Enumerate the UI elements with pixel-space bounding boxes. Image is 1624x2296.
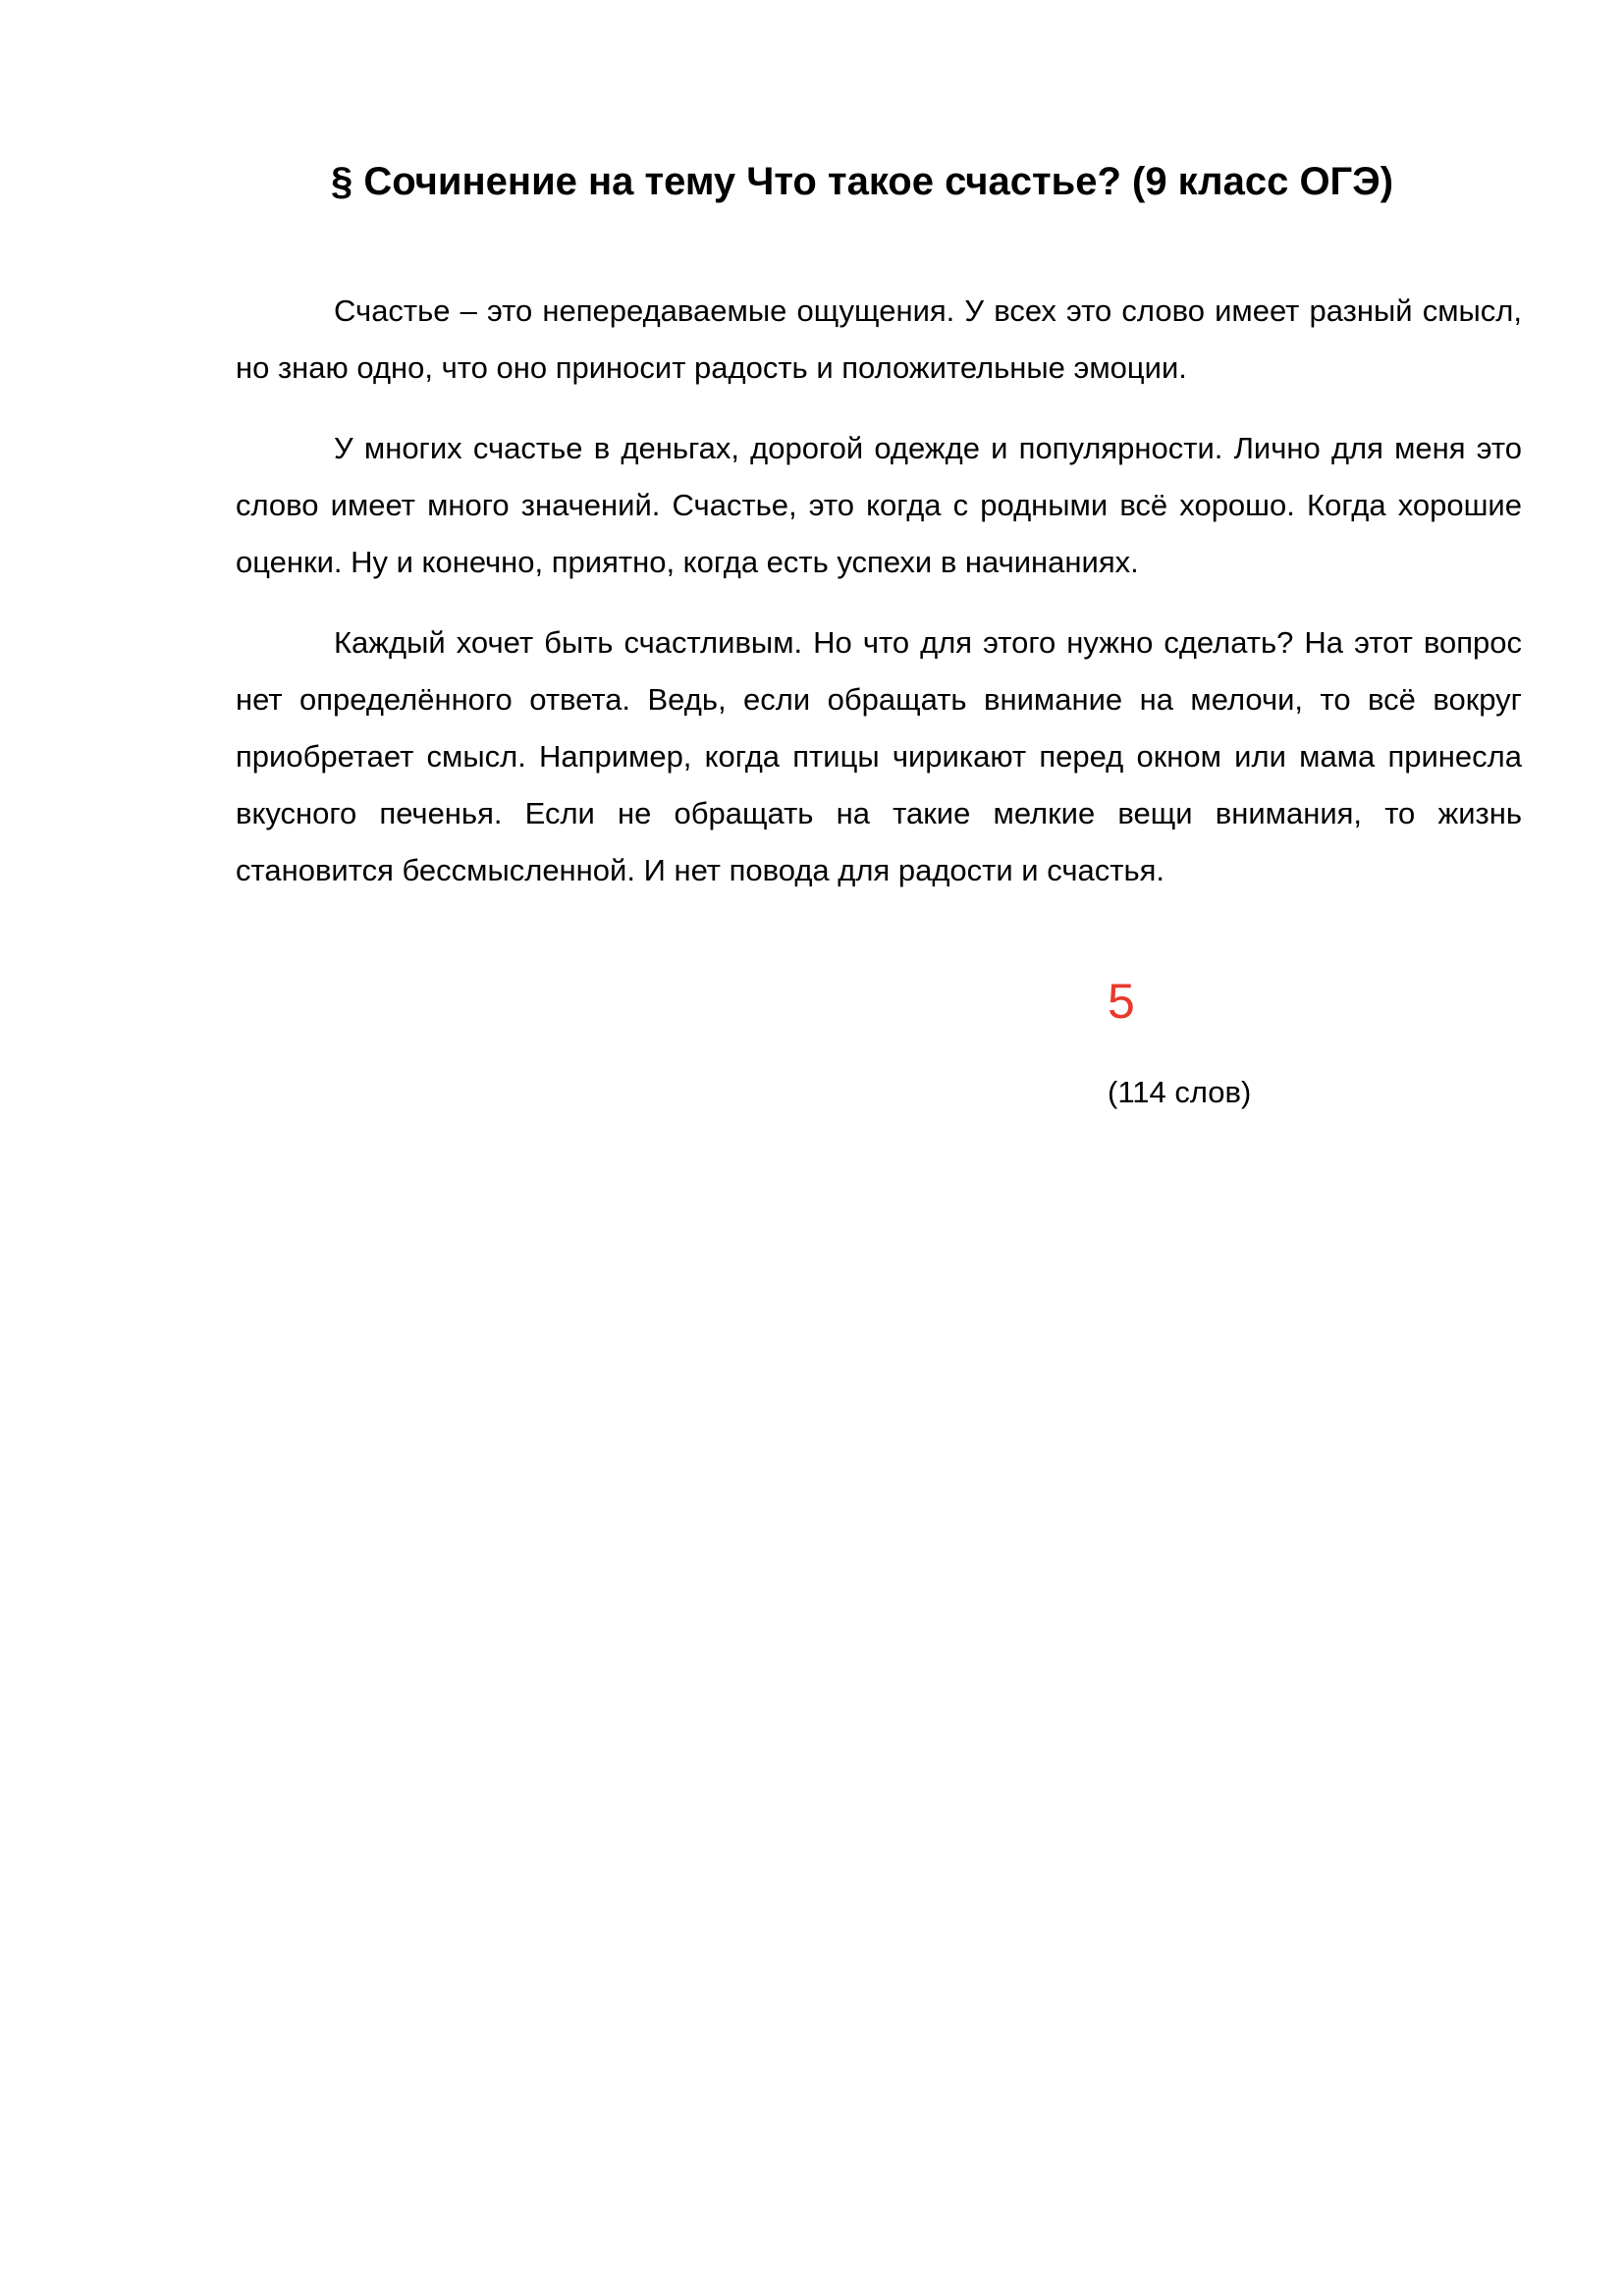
essay-title: § Сочинение на тему Что такое счастье? (9 класс ОГЭ) xyxy=(331,160,1394,203)
word-count: (114 слов) xyxy=(1108,1075,1252,1109)
essay-paragraph-1: Счастье – это непередаваемые ощущения. У всех это слово имеет разный смысл, но знаю одно, что оно приносит радость и положительные эмоции. xyxy=(236,294,1522,385)
essay-paragraph-2: У многих счастье в деньгах, дорогой одежде и популярности. Лично для меня это слово имеет много значений. Счастье, это когда с родными всё хорошо. Когда хорошие оценки. Ну и конечно, приятно, когда есть успехи в начинаниях. xyxy=(236,431,1522,579)
grade-mark: 5 xyxy=(1108,974,1135,1029)
essay-body xyxy=(236,283,1522,923)
essay-paragraph-3: Каждый хочет быть счастливым. Но что для этого нужно сделать? На этот вопрос нет определённого ответа. Ведь, если обращать внимание на мелочи, то всё вокруг приобретает смысл. Например, когда птицы чирикают перед окном или мама принесла вкусного печенья. Если не обращать на такие мелкие вещи внимания, то жизнь становится бессмысленной. И нет повода для радости и счастья. xyxy=(236,625,1522,887)
